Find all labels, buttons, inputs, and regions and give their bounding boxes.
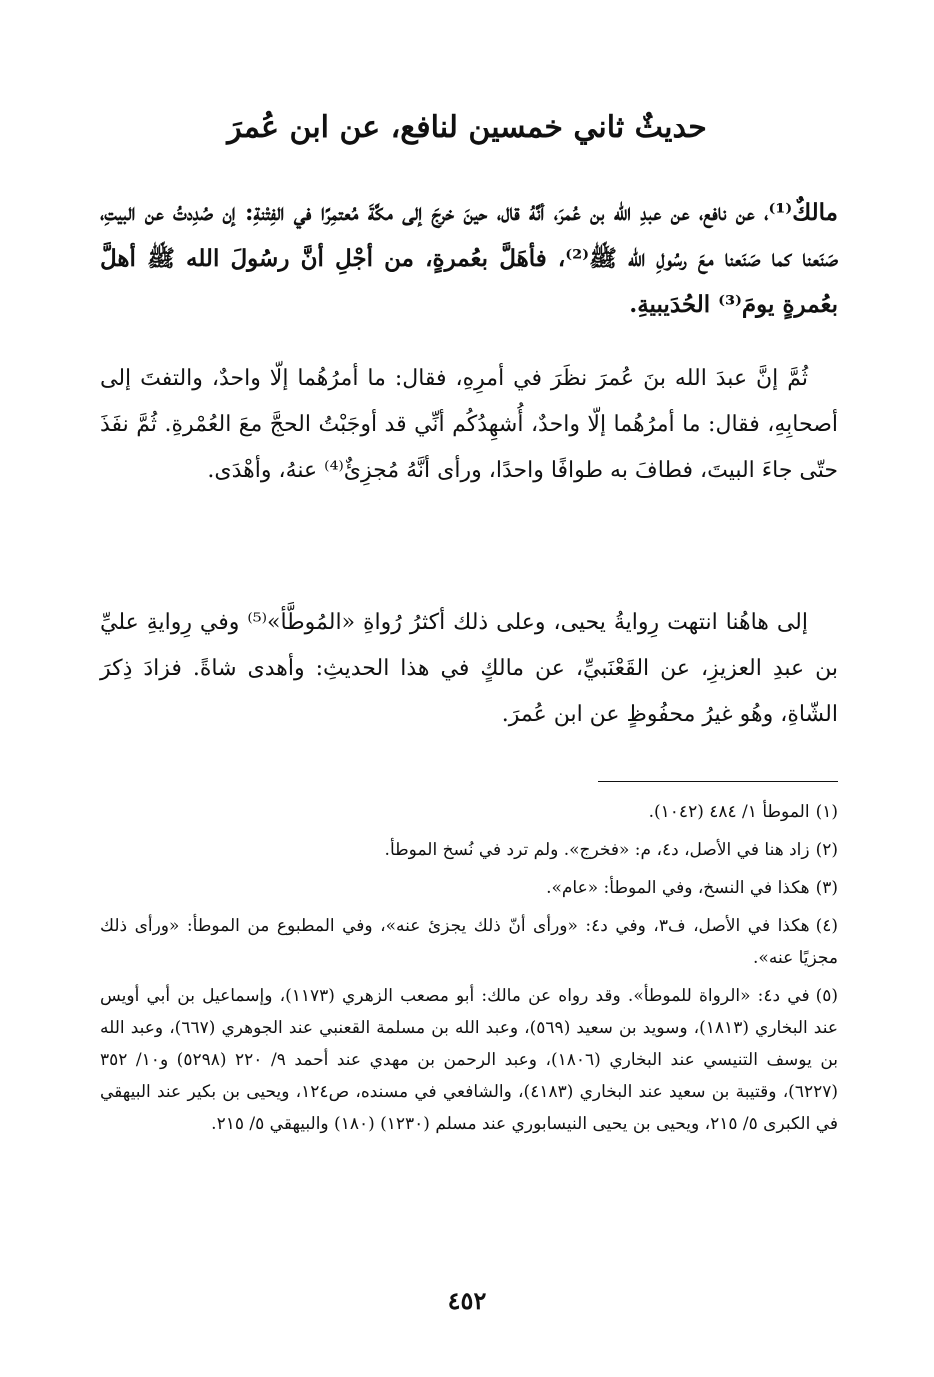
footnote-text: هكذا في النسخ، وفي الموطأ: «عام».	[546, 878, 810, 898]
footnote-number: (١)	[815, 802, 838, 822]
footnote-2	[100, 834, 838, 866]
footnote-5	[100, 980, 838, 1140]
footnote-3	[100, 872, 838, 904]
footnote-text: الموطأ ١/ ٤٨٤ (١٠٤٢).	[648, 802, 810, 822]
footnote-text: هكذا في الأصل، ف٣، وفي د٤: «ورأى أنّ ذلك يجزئ عنه»، وفي المطبوع من الموطأ: «ورأى ذلك مجزيًا عنه».	[100, 916, 838, 968]
footnote-separator	[598, 781, 838, 782]
footnote-1	[100, 796, 838, 828]
footnote-text: زاد هنا في الأصل، د٤، م: «فخرج». ولم ترد في نُسخ الموطأ.	[384, 840, 810, 860]
footnote-text: في د٤: «الرواة للموطأ». وقد رواه عن مالك: أبو مصعب الزهري (١١٧٣)، وإسماعيل بن أبي أويس عند البخاري (١٨١٣)، وسويد بن سعيد (٥٦٩)، وعبد الله بن مسلمة القعنبي عند الجوهري (٦٦٧)، وعبد الله بن يوسف التنيسي عند البخاري (١٨٠٦)، وعبد الرحمن بن مهدي عند أحمد ٩/ ٢٢٠ (٥٢٩٨) و١٠/ ٣٥٢ (٦٢٢٧)، وقتيبة بن سعيد عند البخاري (٤١٨٣)، والشافعي في مسنده، ص١٢٤، ويحيى بن بكير عند البيهقي في الكبرى ٥/ ٢١٥، ويحيى بن يحيى النيسابوري عند مسلم (١٢٣٠) (١٨٠) والبيهقي ٥/ ٢١٥.	[100, 986, 839, 1134]
commentary-paragraph-1: ثُمَّ إنَّ عبدَ الله بنَ عُمرَ نظَرَ في أمرِهِ، فقال: ما أمرُهُما إلّا واحدٌ، والتفتَ إلى أصحابِهِ، فقال: ما أمرُهُما إلّا واحدٌ، أُشهِدُكُم أنِّي قد أوجَبْتُ الحجَّ معَ العُمْرةِ. ثُمَّ نفَذَ حتّى جاءَ البيتَ، فطافَ به طوافًا واحدًا، ورأى أنَّهُ مُجزِئٌ⁽⁴⁾ عنهُ، وأهْدَى.	[100, 366, 838, 483]
footnote-4	[100, 910, 838, 974]
hadith-matn: مالكٌ⁽¹⁾، عن نافع، عن عبدِ الله بن عُمرَ، أنَّهُ قال، حينَ خرجَ إلى مكَّةَ مُعتمِرًا في الفِتْنةِ: إن صُدِدتُ عن البيتِ، صَنَعنا كما صَنَعنا معَ رسُولِ الله ﷺ⁽²⁾، فأهَلَّ بعُمرةٍ، من أجْلِ أنَّ رسُولَ الله ﷺ أهلَّ بعُمرةٍ يومَ⁽³⁾ الحُدَيبيةِ.	[100, 199, 838, 318]
footnote-number: (٢)	[815, 840, 838, 860]
footnotes-section	[100, 796, 838, 1146]
commentary-paragraph-2: إلى هاهُنا انتهت رِوايةُ يحيى، وعلى ذلك أكثرُ رُواةِ «المُوطَّأ»⁽⁵⁾ وفي رِوايةِ عليِّ بن عبدِ العزيزِ، عن القَعْنَبيِّ، عن مالكٍ في هذا الحديثِ: وأهدى شاةً. فزادَ ذِكرَ الشّاةِ، وهُو غيرُ محفُوظٍ عن ابن عُمرَ.	[100, 610, 838, 727]
footnote-number: (٣)	[815, 878, 838, 898]
page-number: ٤٥٢	[447, 1286, 487, 1315]
footnote-number: (٤)	[815, 916, 838, 936]
footnote-number: (٥)	[815, 986, 838, 1006]
hadith-title: حديثٌ ثاني خمسين لنافع، عن ابن عُمرَ	[227, 110, 707, 145]
